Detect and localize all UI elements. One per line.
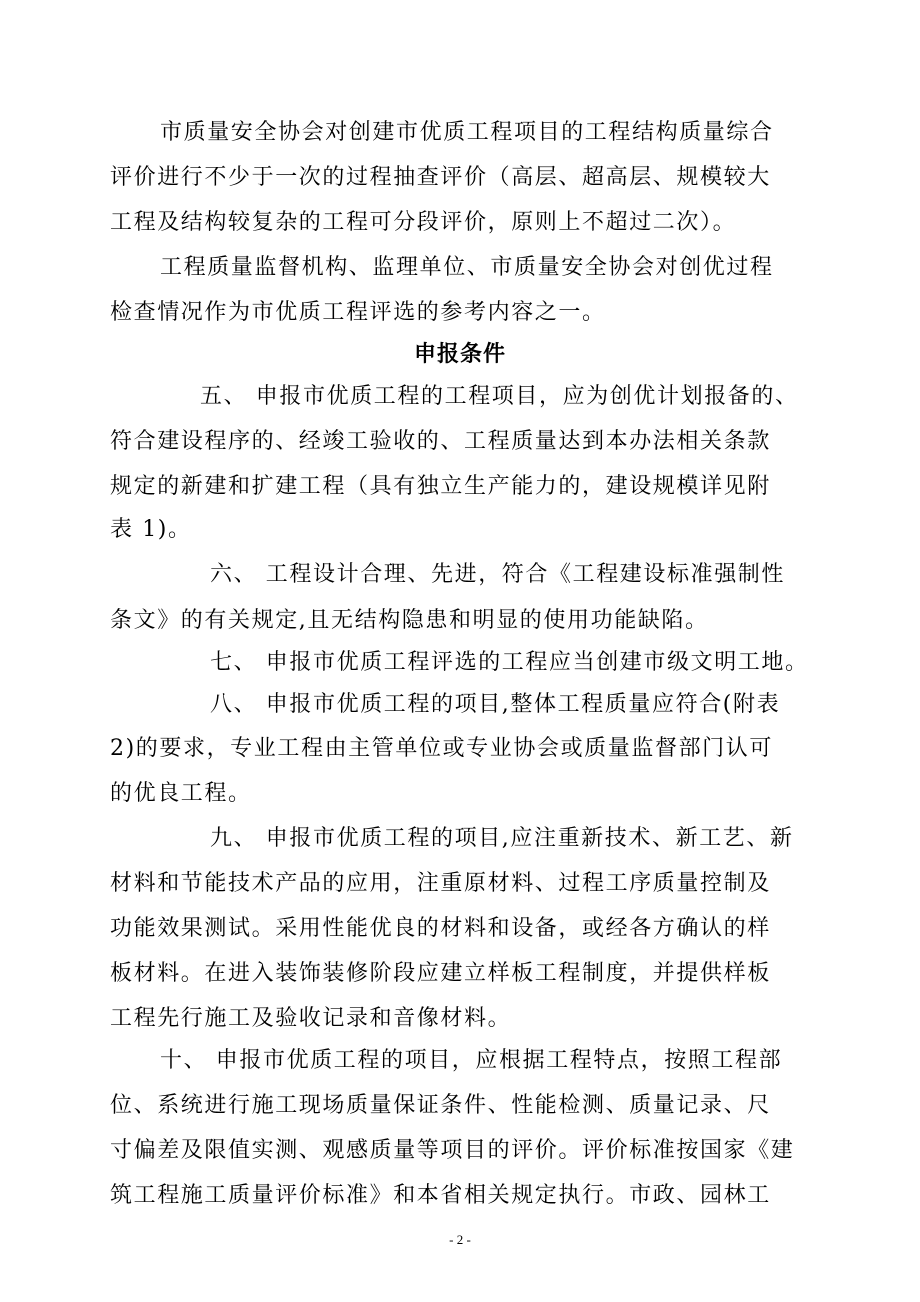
clause-10-line-4: 筑工程施工质量评价标准》和本省相关规定执行。市政、园林工 [110, 1183, 771, 1208]
page-number: - 2 - [449, 1232, 471, 1247]
section-heading: 申报条件 [413, 342, 506, 367]
paragraph-1-line-2: 评价进行不少于一次的过程抽查评价（高层、超高层、规模较大 [110, 165, 771, 190]
clause-7-line-1: 七、 申报市优质工程评选的工程应当创建市级文明工地。 [210, 650, 809, 675]
clause-5-line-3: 规定的新建和扩建工程（具有独立生产能力的，建设规模详见附 [110, 474, 771, 499]
clause-6-line-1: 六、 工程设计合理、先进，符合《工程建设标准强制性 [210, 562, 785, 587]
clause-5-line-1: 五、 申报市优质工程的工程项目，应为创优计划报备的、 [200, 384, 799, 409]
clause-10-line-3: 寸偏差及限值实测、观感质量等项目的评价。评价标准按国家《建 [110, 1138, 795, 1163]
clause-5-line-2: 符合建设程序的、经竣工验收的、工程质量达到本办法相关条款 [110, 429, 771, 454]
paragraph-1-line-3: 工程及结构较复杂的工程可分段评价，原则上不超过二次）。 [110, 210, 737, 235]
clause-8-line-1: 八、 申报市优质工程的项目,整体工程质量应符合(附表 [210, 692, 781, 717]
clause-5-line-4: 表 1)。 [110, 517, 192, 542]
clause-9-line-5: 工程先行施工及验收记录和音像材料。 [110, 1006, 512, 1031]
clause-8-line-2: 2)的要求，专业工程由主管单位或专业协会或质量监督部门认可 [110, 736, 773, 761]
clause-9-line-2: 材料和节能技术产品的应用，注重原材料、过程工序质量控制及 [110, 871, 771, 896]
clause-10-line-1: 十、 申报市优质工程的项目，应根据工程特点，按照工程部 [160, 1048, 783, 1073]
paragraph-2-line-1: 工程质量监督机构、监理单位、市质量安全协会对创优过程 [160, 255, 774, 280]
clause-9-line-1: 九、 申报市优质工程的项目,应注重新技术、新工艺、新 [210, 826, 794, 851]
clause-10-line-2: 位、系统进行施工现场质量保证条件、性能检测、质量记录、尺 [110, 1093, 771, 1118]
clause-9-line-3: 功能效果测试。采用性能优良的材料和设备，或经各方确认的样 [110, 916, 771, 941]
clause-6-line-2: 条文》的有关规定,且无结构隐患和明显的使用功能缺陷。 [110, 608, 709, 633]
clause-9-line-4: 板材料。在进入装饰装修阶段应建立样板工程制度，并提供样板 [110, 961, 771, 986]
paragraph-1-line-1: 市质量安全协会对创建市优质工程项目的工程结构质量综合 [160, 120, 774, 145]
clause-8-line-3: 的优良工程。 [110, 781, 252, 806]
paragraph-2-line-2: 检查情况作为市优质工程评选的参考内容之一。 [110, 300, 606, 325]
